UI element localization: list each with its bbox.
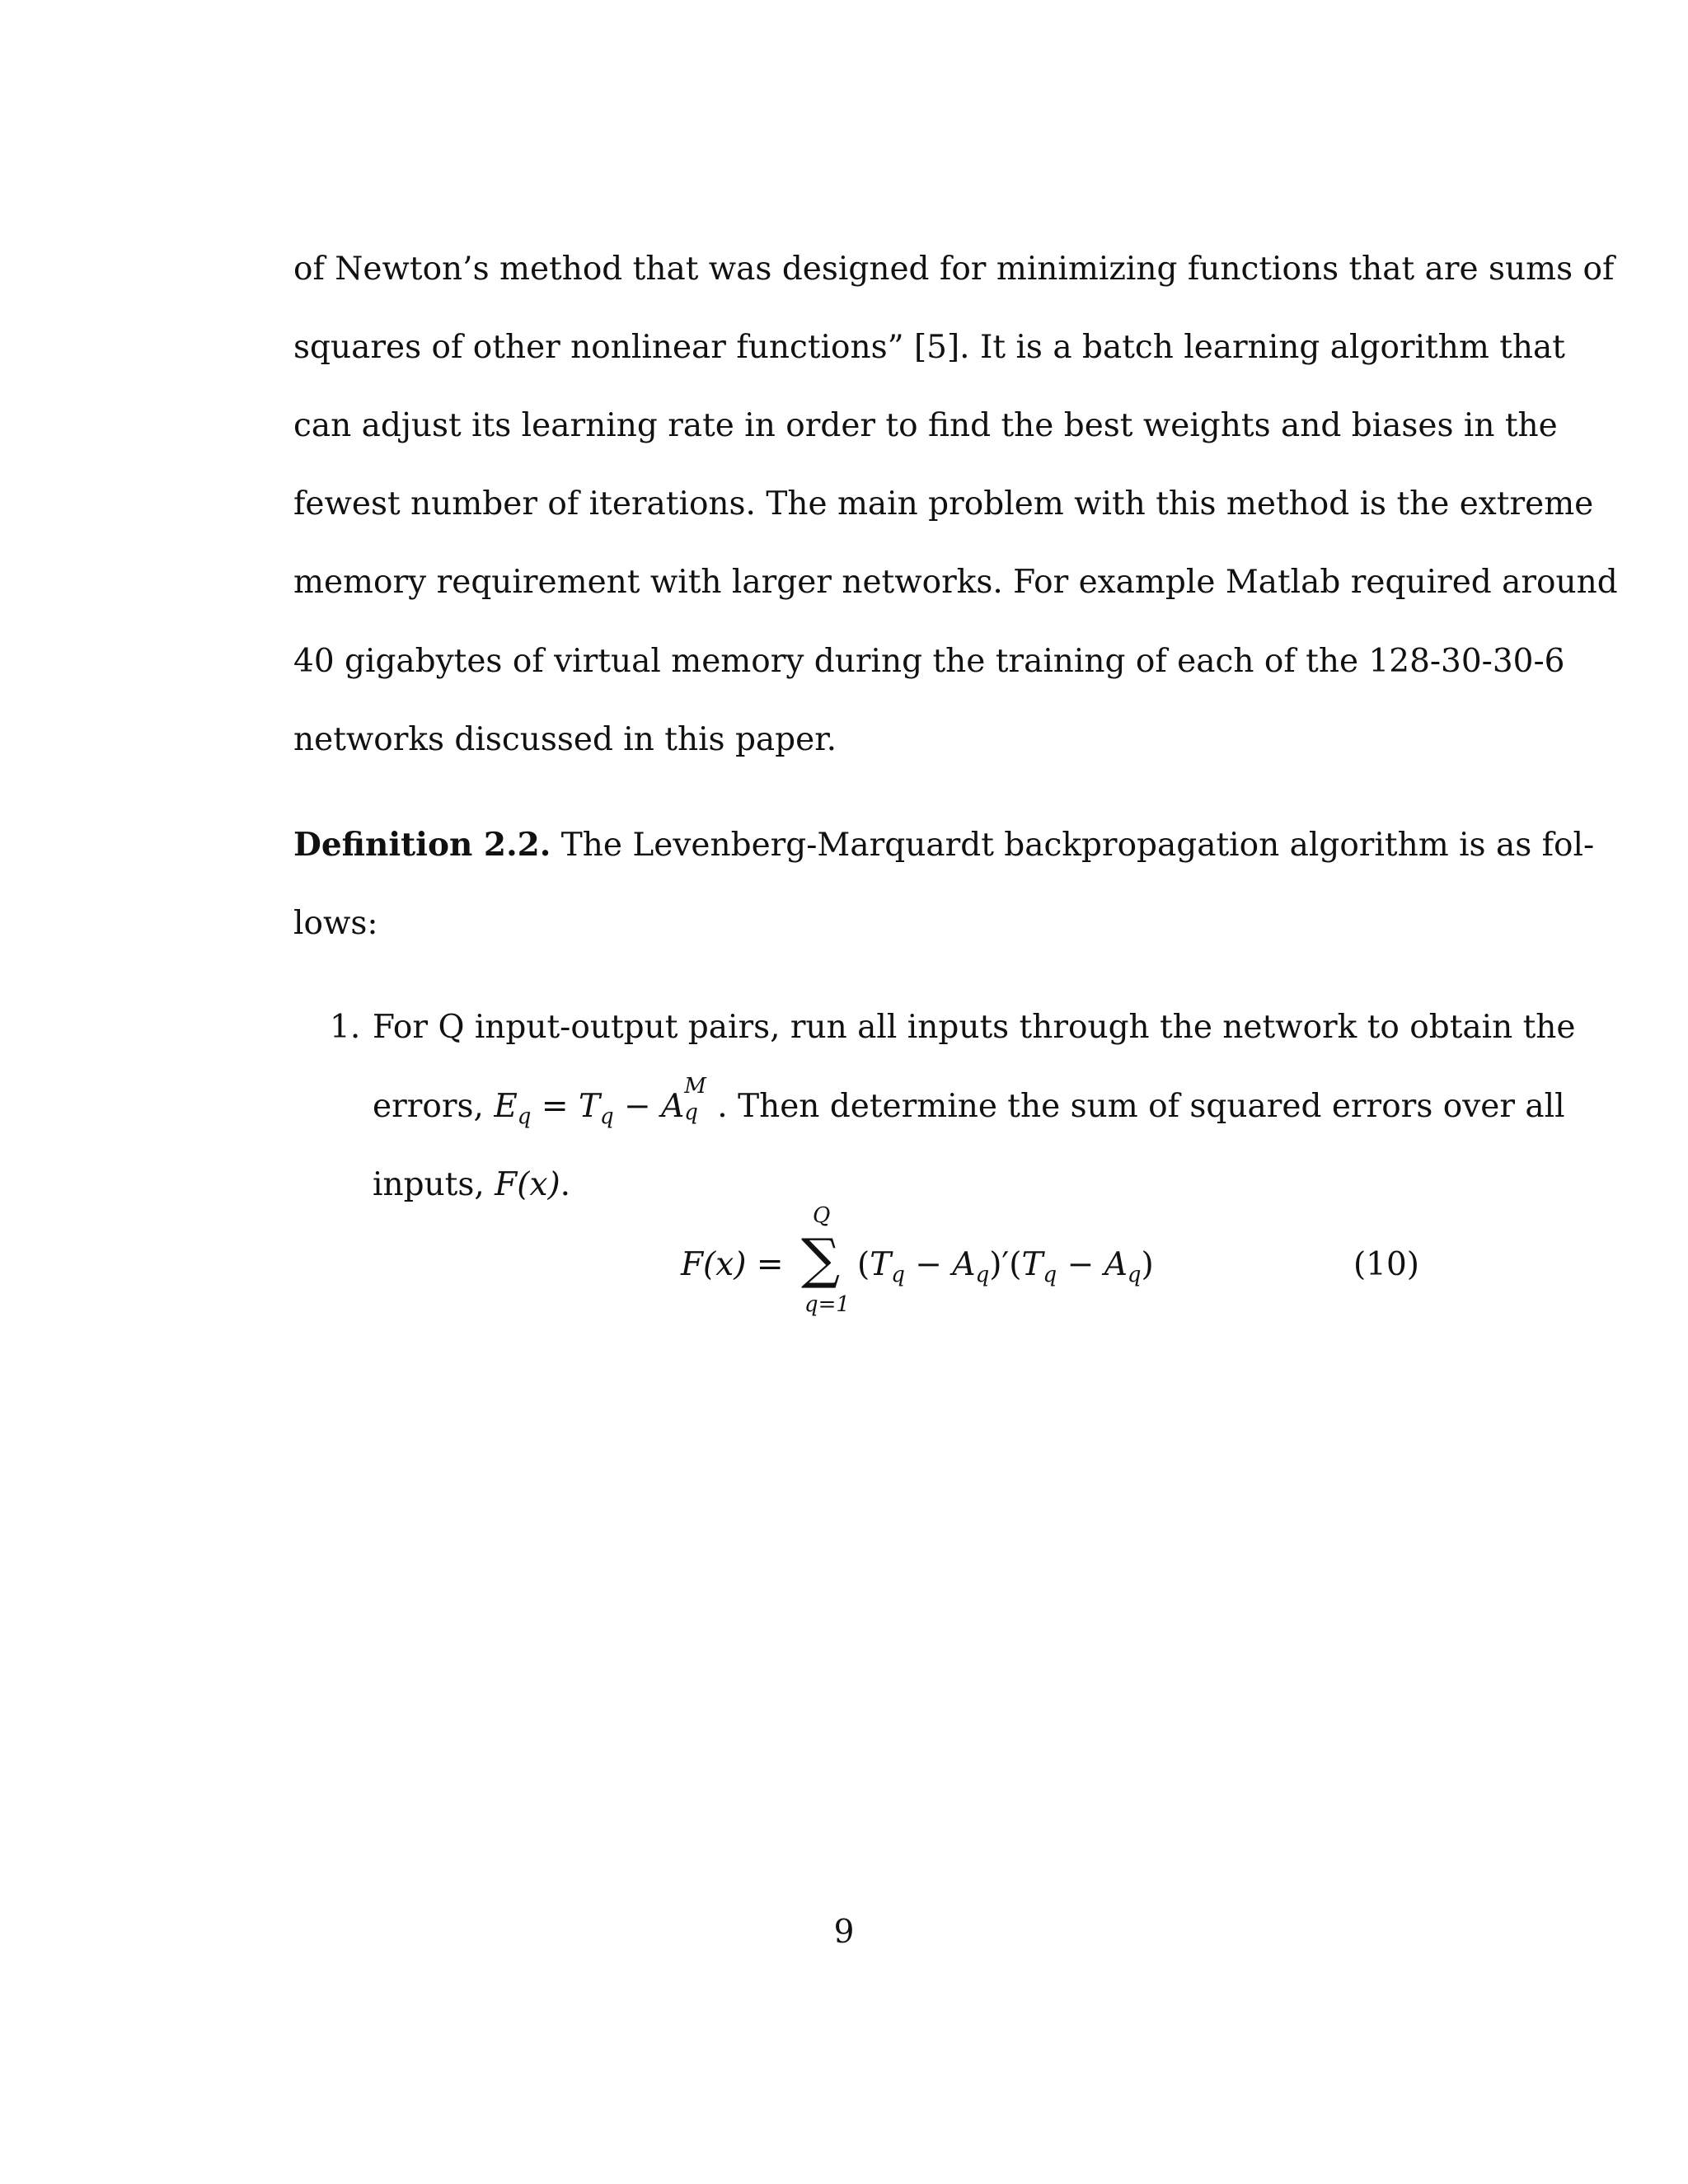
list-item-text: inputs, bbox=[373, 1166, 485, 1203]
list-item-text: . bbox=[560, 1166, 571, 1203]
equation-number: (10) bbox=[1353, 1246, 1419, 1283]
sum-lower-limit: q=1 bbox=[804, 1292, 850, 1317]
paragraph-line: 40 gigabytes of virtual memory during the training of each of the 128-30-30-6 bbox=[293, 643, 1565, 680]
paragraph-line: fewest number of iterations. The main problem with this method is the extreme bbox=[293, 485, 1594, 523]
page-number: 9 bbox=[833, 1914, 855, 1951]
definition-line: lows: bbox=[293, 905, 378, 942]
sum-sign: ∑ bbox=[801, 1227, 841, 1291]
list-item-line: For Q input-output pairs, run all inputs through the network to obtain the bbox=[373, 1009, 1576, 1046]
paragraph-line: networks discussed in this paper. bbox=[293, 721, 837, 758]
equation-rhs: $(T_q - A_q)'(T_q - A_q)$ bbox=[857, 1246, 1154, 1287]
list-item-number: 1. bbox=[330, 1009, 361, 1046]
paragraph-line: memory requirement with larger networks. For example Matlab required around bbox=[293, 564, 1618, 601]
paragraph-line: can adjust its learning rate in order to find the best weights and biases in the bbox=[293, 407, 1558, 444]
fx-symbol: F(x) bbox=[495, 1166, 560, 1203]
paragraph-line: squares of other nonlinear functions” [5]. It is a batch learning algorithm that bbox=[293, 329, 1565, 366]
list-item-line bbox=[373, 1165, 1419, 1206]
list-item-text: errors, bbox=[373, 1088, 484, 1125]
list-item-text: . Then determine the sum of squared errors over all bbox=[717, 1088, 1565, 1125]
paragraph-line: of Newton’s method that was designed for minimizing functions that are sums of bbox=[293, 251, 1615, 288]
sum-upper-limit: Q bbox=[813, 1203, 831, 1228]
error-formula: $E_q = T_q - A$ M q bbox=[494, 1074, 706, 1129]
equation-lhs: F(x) = bbox=[681, 1246, 784, 1283]
definition-line bbox=[293, 824, 1595, 866]
summation bbox=[796, 1203, 854, 1327]
display-equation bbox=[681, 1203, 1154, 1327]
definition-text: The Levenberg-Marquardt backpropagation algorithm is as fol- bbox=[560, 827, 1595, 864]
list-item-line bbox=[373, 1074, 1565, 1137]
definition-label: Definition 2.2. bbox=[293, 826, 551, 864]
